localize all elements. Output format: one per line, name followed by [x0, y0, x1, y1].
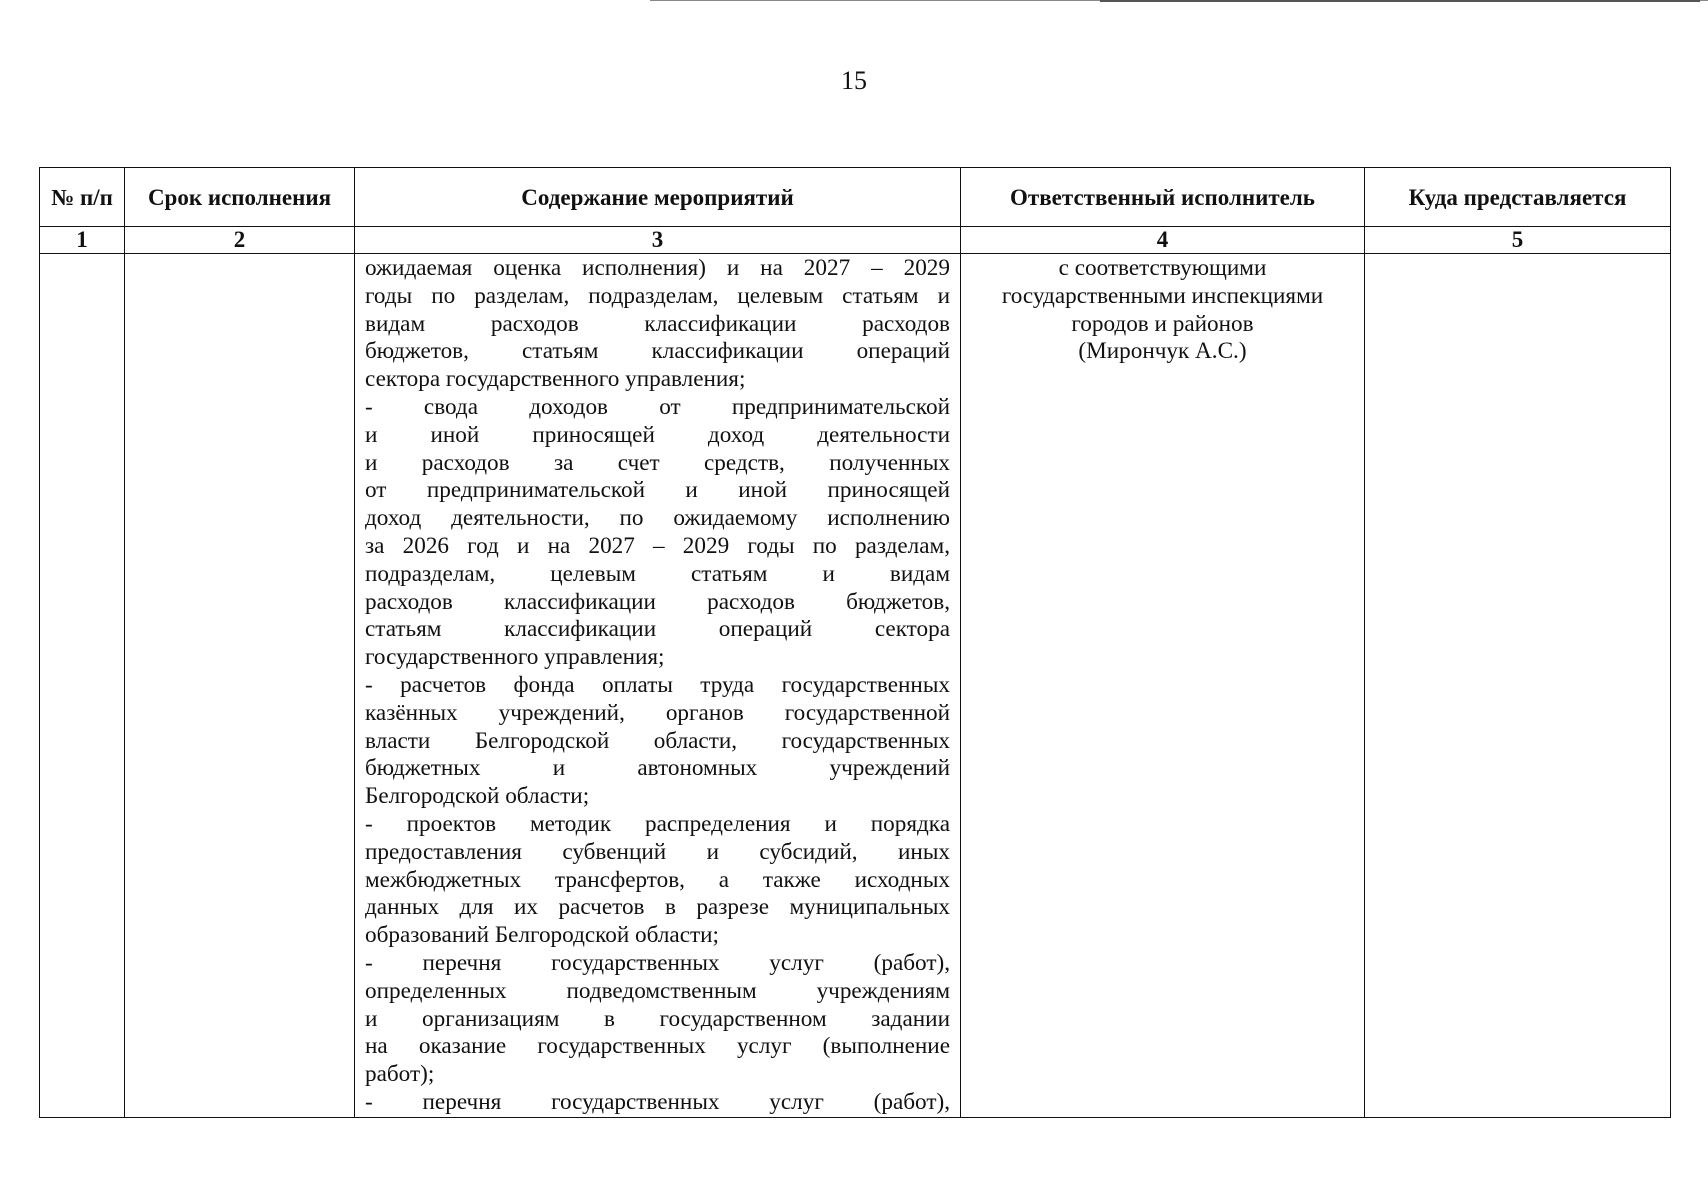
- content-line: - перечня государственных услуг (работ),: [365, 949, 950, 976]
- cell-recipient: [1365, 254, 1671, 1118]
- column-number: 4: [961, 227, 1365, 254]
- executor-line: городов и районов: [1071, 310, 1254, 337]
- column-number: 5: [1365, 227, 1671, 254]
- column-number-row: [40, 227, 1671, 254]
- executor-line: с соответствующими: [1058, 255, 1267, 281]
- column-number: 3: [355, 227, 961, 254]
- content-line: и расходов за счет средств, полученных: [365, 449, 950, 476]
- content-line: и иной приносящей доход деятельности: [365, 421, 950, 448]
- content-line: от предпринимательской и иной приносящей: [365, 477, 950, 504]
- column-number: 2: [125, 227, 355, 254]
- header-deadline: Срок исполнения: [125, 168, 355, 227]
- content-line: определенных подведомственным учреждениям: [365, 977, 950, 1004]
- header-num: № п/п: [40, 168, 125, 227]
- content-line: годы по разделам, подразделам, целевым статьям и: [365, 282, 950, 309]
- scan-edge-line: [1100, 0, 1700, 2]
- content-line: казённых учреждений, органов государственной: [365, 699, 950, 726]
- content-line: сектора государственного управления;: [365, 366, 746, 393]
- cell-content: [355, 254, 961, 1118]
- content-line: - расчетов фонда оплаты труда государственных: [365, 671, 950, 698]
- content-line: власти Белгородской области, государственных: [365, 727, 950, 754]
- column-number: 1: [40, 227, 125, 254]
- content-line: данных для их расчетов в разрезе муниципальных: [365, 894, 950, 921]
- content-line: бюджетных и автономных учреждений: [365, 755, 950, 782]
- cell-num: [40, 254, 125, 1118]
- content-line: статьям классификации операций сектора: [365, 616, 950, 643]
- executor-line: (Мирончук А.С.): [1078, 338, 1247, 365]
- content-line: работ);: [365, 1061, 435, 1088]
- cell-deadline: [125, 254, 355, 1118]
- content-line: ожидаемая оценка исполнения) и на 2027 – 2029: [365, 255, 950, 281]
- content-line: межбюджетных трансфертов, а также исходных: [365, 866, 950, 893]
- content-line: доход деятельности, по ожидаемому исполнению: [365, 505, 950, 532]
- header-executor: Ответственный исполнитель: [961, 168, 1365, 227]
- content-line: образований Белгородской области;: [365, 922, 720, 949]
- content-line: за 2026 год и на 2027 – 2029 годы по разделам,: [365, 532, 950, 559]
- content-line: государственного управления;: [365, 644, 665, 671]
- content-line: подразделам, целевым статьям и видам: [365, 560, 950, 587]
- content-line: - перечня государственных услуг (работ),: [365, 1088, 950, 1115]
- content-line: - проектов методик распределения и порядка: [365, 810, 950, 837]
- content-line: и организациям в государственном задании: [365, 1005, 950, 1032]
- content-line: на оказание государственных услуг (выполнение: [365, 1033, 950, 1060]
- content-line: расходов классификации расходов бюджетов,: [365, 588, 950, 615]
- table-row: [40, 254, 1671, 1118]
- content-line: видам расходов классификации расходов: [365, 310, 950, 337]
- content-line: - свода доходов от предпринимательской: [365, 393, 950, 420]
- header-recipient: Куда представляется: [1365, 168, 1671, 227]
- activities-table: [39, 167, 1671, 1118]
- content-line: предоставления субвенций и субсидий, иных: [365, 838, 950, 865]
- header-content: Содержание мероприятий: [355, 168, 961, 227]
- table-header-row: [40, 168, 1671, 227]
- content-line: Белгородской области;: [365, 783, 590, 810]
- page-number: 15: [841, 66, 867, 95]
- executor-line: государственными инспекциями: [1001, 282, 1324, 309]
- content-line: бюджетов, статьям классификации операций: [365, 338, 950, 365]
- cell-executor: [961, 254, 1365, 1118]
